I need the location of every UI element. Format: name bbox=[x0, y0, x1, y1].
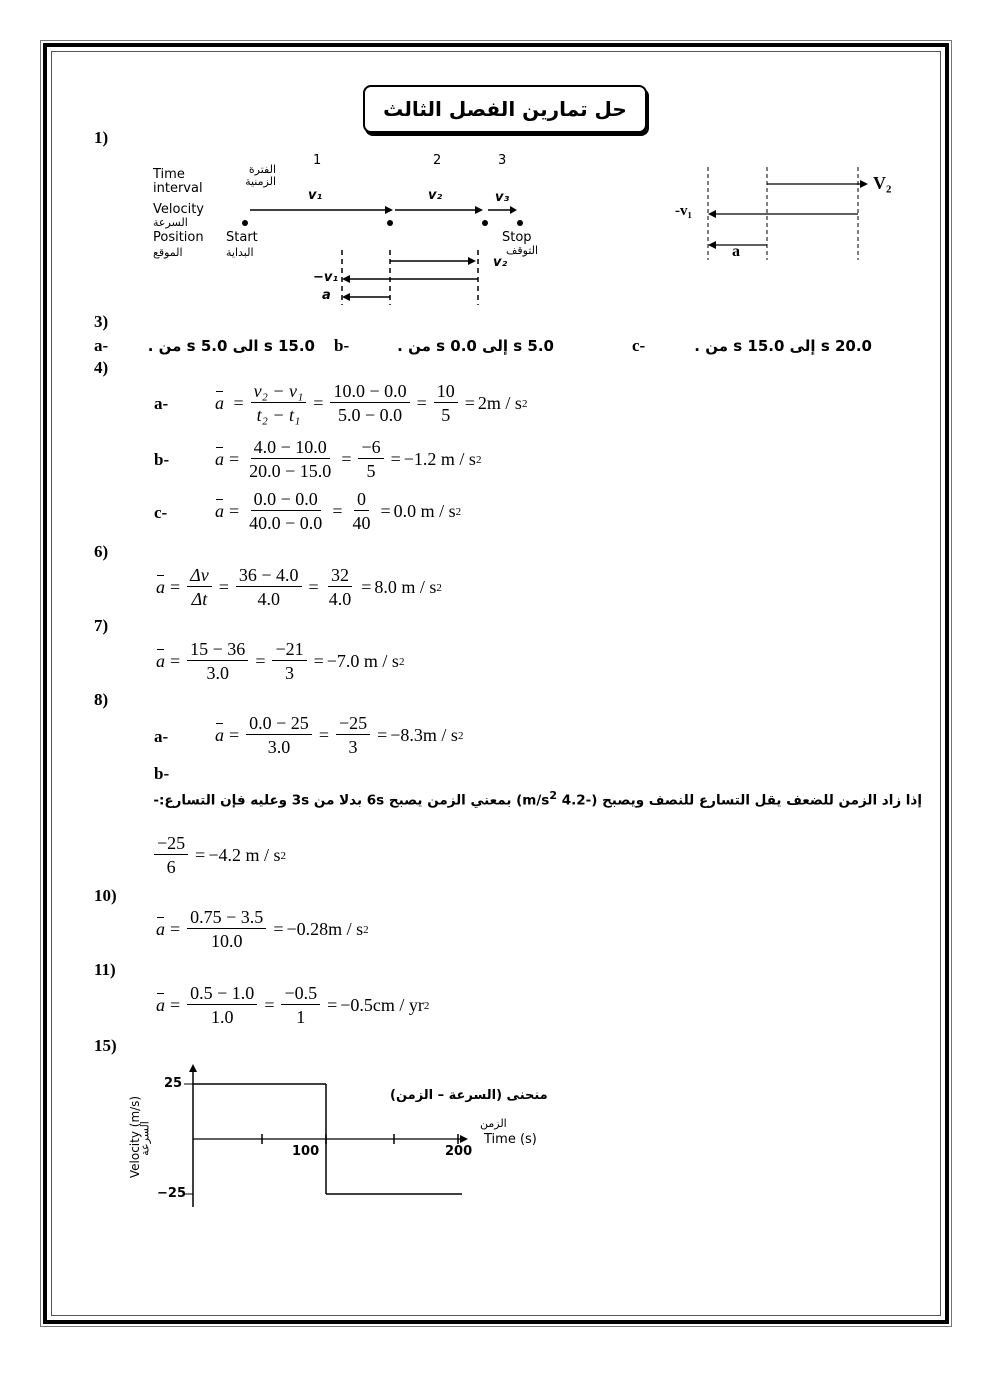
q7-exp: 2 bbox=[398, 655, 405, 668]
q10-equation: a = $\frac{0.75 - 3.5}{10.0}$ = −0.28m / s 2 bbox=[156, 907, 369, 951]
q3-c-text: 20.0 s إلى 15.0 s من . bbox=[694, 337, 872, 355]
q6-den2: 4.0 bbox=[257, 589, 280, 609]
q8-b-text-1: إذا زاد الزمن للضعف يقل التسارع للنصف ويصبح (-4.2 m/s bbox=[522, 792, 922, 809]
problem-number-10: 10) bbox=[94, 886, 117, 905]
q6-den1: Δt bbox=[191, 589, 208, 609]
problem-number-1: 1) bbox=[94, 128, 109, 147]
q4-b-num2: −6 bbox=[358, 436, 383, 459]
start-label-ar: البداية bbox=[226, 246, 254, 259]
q11-result: −0.5cm / yr bbox=[340, 995, 424, 1015]
q3-a-label: a- bbox=[94, 336, 109, 355]
velocity-label: Velocity bbox=[153, 202, 204, 217]
q8-b-text-sup: 2 bbox=[549, 789, 557, 802]
position-label: Position bbox=[153, 230, 204, 245]
q7-den2: 3 bbox=[285, 663, 295, 683]
q4-a-den1: t₂ − t₁ bbox=[256, 405, 301, 425]
q6-result: 8.0 m / s bbox=[374, 577, 437, 597]
x-tick-200: 200 bbox=[445, 1144, 473, 1159]
problem-number-7: 7) bbox=[94, 616, 109, 635]
q4-c-num2: 0 bbox=[354, 488, 369, 511]
q7-equation: a = $\frac{15 - 36}{3.0}$ = $\frac{-21}{3}$ = −7.0 m / s 2 bbox=[156, 639, 405, 683]
q4-a-den2: 5.0 − 0.0 bbox=[337, 405, 403, 425]
v3-label: v₃ bbox=[495, 190, 510, 205]
vector-diagram bbox=[670, 165, 900, 265]
a-bar-symbol: a bbox=[215, 449, 224, 469]
q10-result: −0.28m / s bbox=[286, 919, 364, 939]
q8-b-text-2: ) بمعني الزمن يصبح 6s بدلا من 3s وعليه فإن التسارع:- bbox=[153, 792, 523, 809]
y-tick-25: 25 bbox=[164, 1076, 183, 1091]
q4-c-exp: 2 bbox=[455, 505, 462, 518]
a-bar-symbol: a bbox=[156, 995, 165, 1015]
q11-equation: a = $\frac{0.5 - 1.0}{1.0}$ = $\frac{-0.5}{1}$ = −0.5cm / yr 2 bbox=[156, 983, 430, 1027]
q8-num1: 0.0 − 25 bbox=[246, 712, 312, 735]
q4-a-exp: 2 bbox=[521, 397, 528, 410]
a-bar-symbol: a bbox=[156, 919, 165, 939]
q8-den2: 3 bbox=[348, 737, 358, 757]
q8-b-exp: 2 bbox=[280, 849, 286, 862]
vector-diagram-lines bbox=[670, 165, 900, 265]
q8-a-label: a- bbox=[154, 727, 169, 746]
q4-a-num3: 10 bbox=[434, 380, 458, 403]
q8-den1: 3.0 bbox=[267, 737, 291, 757]
q8-b-result: −4.2 m / s bbox=[208, 845, 281, 865]
q4-b-num1: 4.0 − 10.0 bbox=[251, 436, 330, 459]
q8-a-result: −8.3m / s bbox=[390, 725, 458, 745]
q4-b-result: −1.2 m / s bbox=[403, 449, 476, 469]
q4-b-equation: a = $\frac{4.0 - 10.0}{20.0 - 15.0}$ = $\frac{-6}{5}$ = −1.2 m / s 2 bbox=[215, 437, 482, 481]
q4-a-equation: a = $\frac{\text{v₂ − v₁}}{\text{t₂ − t₁}}$ = $\frac{10.0 - 0.0}{5.0 - 0.0}$ = $\frac{10}{5}$ = 2m / s 2 bbox=[215, 381, 528, 425]
motion-diagram bbox=[150, 150, 570, 310]
a-vector-label: a bbox=[732, 243, 740, 260]
q4-c-den1: 40.0 − 0.0 bbox=[249, 513, 323, 533]
q11-num1: 0.5 − 1.0 bbox=[187, 982, 257, 1005]
y-tick-neg25: −25 bbox=[157, 1186, 186, 1201]
q4-a-result: 2m / s bbox=[477, 393, 522, 413]
x-axis-label-ar: الزمن bbox=[480, 1117, 507, 1130]
velocity-label-ar: السرعة bbox=[153, 216, 188, 229]
position-label-ar: الموقع bbox=[153, 246, 183, 259]
q8-b-explanation bbox=[142, 789, 922, 809]
q6-num3: 32 bbox=[328, 564, 352, 587]
q8-b-num: −25 bbox=[154, 832, 188, 855]
v2-label: v₂ bbox=[428, 188, 443, 203]
q4-b-exp: 2 bbox=[475, 453, 482, 466]
problem-number-4: 4) bbox=[94, 358, 109, 377]
a-label: a bbox=[322, 288, 331, 303]
y-axis-label-ar: السرعة bbox=[138, 1121, 152, 1156]
problem-number-3: 3) bbox=[94, 312, 109, 331]
a-bar-symbol: a bbox=[215, 393, 224, 413]
q7-num1: 15 − 36 bbox=[187, 638, 248, 661]
q8-b-den: 6 bbox=[166, 857, 176, 877]
q4-b-label: b- bbox=[154, 450, 170, 469]
q4-c-den2: 40 bbox=[352, 513, 371, 533]
q4-c-label: c- bbox=[154, 503, 168, 522]
neg-v1-vector-label: -v₁ bbox=[675, 203, 692, 219]
q4-c-equation: a = $\frac{0.0 - 0.0}{40.0 - 0.0}$ = $\frac{0}{40}$ = 0.0 m / s 2 bbox=[215, 489, 462, 533]
x-axis-label: Time (s) bbox=[484, 1132, 537, 1147]
q11-exp: 2 bbox=[423, 999, 430, 1012]
problem-number-15: 15) bbox=[94, 1036, 117, 1055]
q4-c-num1: 0.0 − 0.0 bbox=[251, 488, 321, 511]
problem-number-11: 11) bbox=[94, 960, 116, 979]
q11-den1: 1.0 bbox=[210, 1007, 234, 1027]
stop-label-ar: التوقف bbox=[506, 244, 539, 257]
time-interval-label-ar: الفترة الزمنية bbox=[245, 163, 276, 188]
q3-a-text: 15.0 s الى 5.0 s من . bbox=[147, 337, 315, 355]
stop-label: Stop bbox=[502, 230, 532, 245]
x-tick-100: 100 bbox=[292, 1144, 320, 1159]
interval-1-label: 1 bbox=[313, 153, 322, 168]
q7-den1: 3.0 bbox=[206, 663, 229, 683]
q10-num1: 0.75 − 3.5 bbox=[187, 906, 266, 929]
q3-b-label: b- bbox=[334, 336, 350, 355]
q6-num2: 36 − 4.0 bbox=[236, 564, 302, 587]
a-bar-symbol: a bbox=[215, 725, 224, 745]
q7-num2: −21 bbox=[272, 638, 306, 661]
q6-equation: a = $\frac{\Delta v}{\Delta t}$ = $\frac{36 - 4.0}{4.0}$ = $\frac{32}{4.0}$ = 8.0 m / s 2 bbox=[156, 565, 442, 609]
q4-b-den1: 20.0 − 15.0 bbox=[249, 461, 332, 481]
q3-c-label: c- bbox=[632, 336, 646, 355]
q8-b-label: b- bbox=[154, 764, 170, 783]
q8-b-equation: $\frac{-25}{6}$ = −4.2 m / s 2 bbox=[154, 832, 286, 879]
a-bar-symbol: a bbox=[156, 651, 165, 671]
q4-a-num2: 10.0 − 0.0 bbox=[330, 380, 409, 403]
q6-den3: 4.0 bbox=[328, 589, 352, 609]
q8-a-exp: 2 bbox=[457, 729, 464, 742]
time-interval-label: Time interval bbox=[153, 167, 203, 196]
page-title: حل تمارين الفصل الثالث bbox=[363, 85, 647, 133]
q8-num2: −25 bbox=[336, 712, 370, 735]
start-label: Start bbox=[226, 230, 258, 245]
q4-a-num1: v₂ − v₁ bbox=[251, 380, 307, 403]
q4-a-label: a- bbox=[154, 394, 169, 413]
y-axis-label: Velocity (m/s) bbox=[128, 1095, 142, 1179]
a-bar-symbol: a bbox=[156, 577, 165, 597]
q11-num2: −0.5 bbox=[281, 982, 320, 1005]
q10-exp: 2 bbox=[363, 923, 369, 936]
q4-a-den3: 5 bbox=[441, 405, 451, 425]
problem-number-6: 6) bbox=[94, 542, 109, 561]
v2-bottom-label: v₂ bbox=[493, 255, 508, 270]
q6-exp: 2 bbox=[436, 581, 442, 594]
v2-vector-label: V₂ bbox=[873, 173, 892, 193]
q10-den1: 10.0 bbox=[210, 931, 243, 951]
q7-result: −7.0 m / s bbox=[326, 651, 399, 671]
q4-b-den2: 5 bbox=[366, 461, 376, 481]
interval-3-label: 3 bbox=[498, 153, 507, 168]
graph-caption: منحنى (السرعة – الزمن) bbox=[390, 1088, 548, 1103]
velocity-time-graph bbox=[120, 1062, 580, 1212]
interval-2-label: 2 bbox=[433, 153, 442, 168]
problem-number-8: 8) bbox=[94, 690, 109, 709]
q11-den2: 1 bbox=[296, 1007, 306, 1027]
q3-b-text: 5.0 s إلى 0.0 s من . bbox=[397, 337, 554, 355]
q8-a-equation: a = $\frac{0.0 - 25}{3.0}$ = $\frac{-25}{3}$ = −8.3m / s 2 bbox=[215, 713, 464, 757]
q4-c-result: 0.0 m / s bbox=[393, 501, 456, 521]
v1-label: v₁ bbox=[308, 188, 323, 203]
a-bar-symbol: a bbox=[215, 501, 224, 521]
neg-v1-label: −v₁ bbox=[313, 270, 339, 285]
q6-num1: Δv bbox=[187, 564, 212, 587]
